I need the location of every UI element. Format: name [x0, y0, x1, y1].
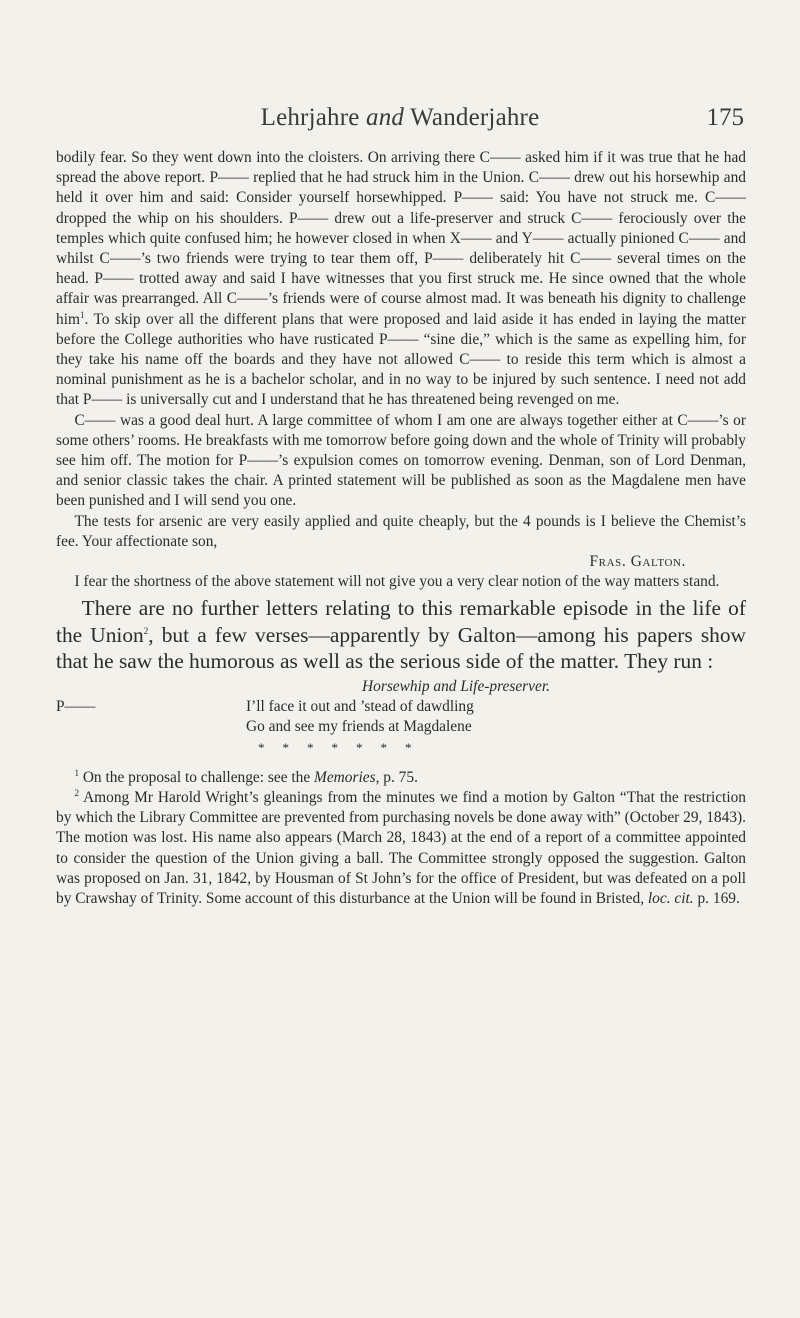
poem-title: Horsewhip and Life-preserver.	[362, 677, 550, 695]
letter-paragraph-1: bodily fear. So they went down into the cloisters. On arriving there C—— asked him if it was true that he had spread the above report. P—— replied that he had struck him in the Union. C—— drew out his horsewhip and held it over him and said: Consider yourself horsewhipped. P—— said: You have not struck me. C—— dropped the whip on his shoulders. P—— drew out a life-preserver and struck C—— ferociously over the temples which quite confused him; he however closed in when X—— and Y—— actually pinioned C—— and whilst C——’s two friends were trying to tear them off, P—— deliberately hit C—— several times on the head. P—— trotted away and said I have witnesses that you first struck me. He since owned that the whole affair was prearranged. All C——’s friends were of course almost mad. It was beneath his dignity to challenge him$^1$. To skip over all the different plans that were proposed and laid aside it has ended in laying the matter before the College authorities who have rusticated P—— “sine die,” which is the same as expelling him, for they take his name off the boards and they have not allowed C—— to reside this term which is almost a nominal punishment as he is a bachelor scholar, and in no way to be injured by such sentence. I need not add that P—— is universally cut and I understand that he has threatened being revenged on me.	[56, 149, 746, 409]
letter-paragraph-2: C—— was a good deal hurt. A large committee of whom I am one are always together either at C——’s or some others’ rooms. He breakfasts with me tomorrow before going down and the whole of Trinity will probably see him off. The motion for P——’s expulsion comes on tomorrow evening. Denman, son of Lord Denman, and senior classic takes the chair. A printed statement will be published as soon as the Magdalene men have been punished and I will send you one.	[56, 411, 746, 510]
poem	[56, 677, 746, 758]
poem-line-2: Go and see my friends at Magdalene	[246, 718, 472, 736]
letter-signature: Fras. Galton.	[589, 553, 686, 571]
running-title: Lehrjahre and Wanderjahre	[260, 104, 540, 131]
footnote-1: $^1$ On the proposal to challenge: see the Memories, p. 75.	[74, 767, 418, 786]
footnotes	[56, 768, 746, 909]
editor-note-paragraph: I fear the shortness of the above statement will not give you a very clear notion of the way matters stand.	[74, 573, 720, 591]
body-text	[56, 148, 746, 909]
letter-paragraph-3: The tests for arsenic are very easily applied and quite cheaply, but the 4 pounds is I believe the Chemist’s fee. Your affectionate son,	[56, 512, 746, 550]
running-title-italic: and	[366, 104, 405, 131]
poem-ellipsis-stars: *******	[258, 739, 430, 755]
poem-speaker: P——	[56, 698, 96, 716]
narrative-paragraph: There are no further letters relating to this remarkable episode in the life of the Union$^2$, but a few verses—apparently by Galton—among his papers show that he saw the humorous as well as the serious side of the matter. They run :	[56, 596, 746, 674]
running-head	[0, 104, 800, 134]
page-number: 175	[706, 104, 744, 131]
footnote-ref-1: 1	[79, 309, 85, 320]
poem-line-1: P—— I’ll face it out and ’stead of dawdling	[56, 697, 746, 717]
footnote-ref-2: 2	[143, 625, 149, 636]
footnote-2: $^2$ Among Mr Harold Wright’s gleanings from the minutes we find a motion by Galton “That the restriction by which the Library Committee are prevented from purchasing novels be done away with” (October 29, 1843). The motion was lost. His name also appears (March 28, 1843) at the end of a report of a committee appointed to consider the question of the Union giving a ball. The Committee strongly opposed the suggestion. Galton was proposed on Jan. 31, 1842, by Housman of St John’s for the office of President, but was defeated on a poll by Crawshay of Trinity. Some account of this disturbance at the Union will be found in Bristed, loc. cit. p. 169.	[56, 787, 746, 907]
